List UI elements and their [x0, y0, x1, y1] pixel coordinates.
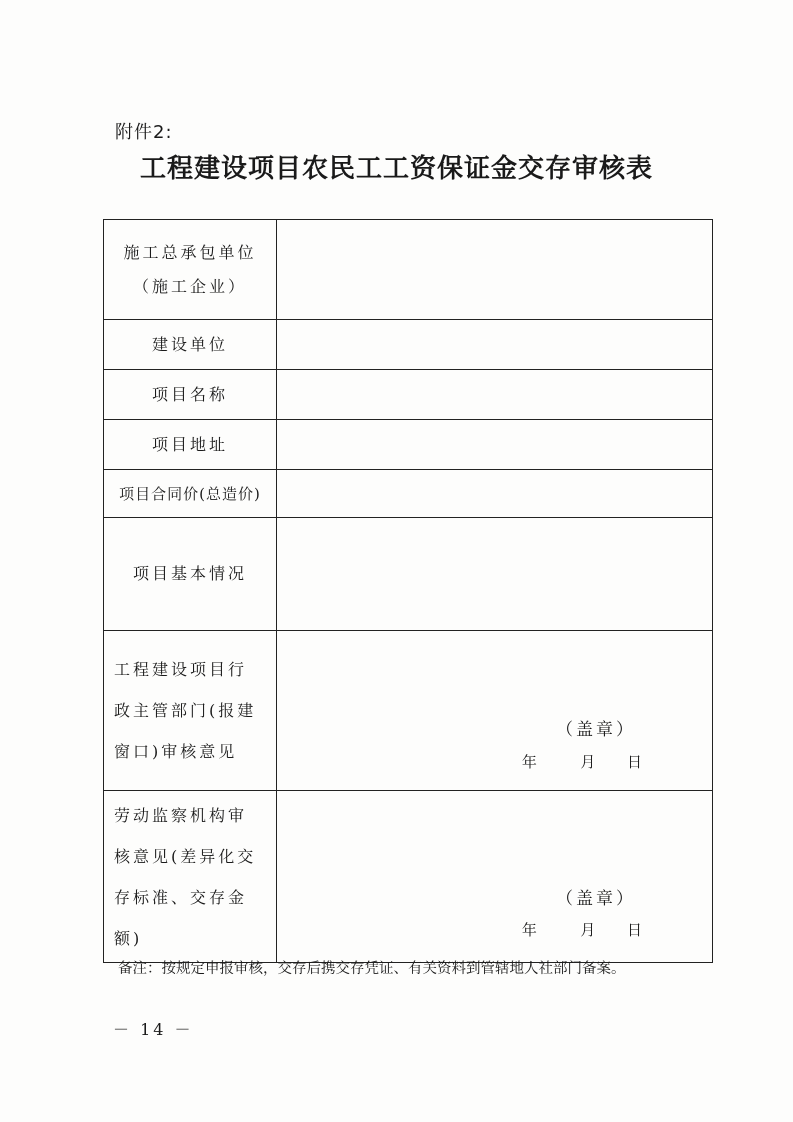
table-row	[104, 518, 713, 631]
admin-review-value[interactable]	[277, 631, 713, 791]
seal-label: （盖章）	[556, 720, 636, 740]
labor-review-label: 劳动监察机构审 核意见(差异化交 存标准、交存金 额)	[104, 791, 277, 963]
construction-unit-label: 建设单位	[104, 320, 277, 370]
project-name-value[interactable]	[277, 370, 713, 420]
review-form-table	[103, 219, 713, 963]
date-month: 月	[580, 921, 596, 939]
labor-review-value[interactable]	[277, 791, 713, 963]
admin-review-label: 工程建设项目行 政主管部门(报建 窗口)审核意见	[104, 631, 277, 791]
date-line	[522, 751, 642, 772]
date-day: 日	[626, 921, 642, 939]
project-name-label: 项目名称	[104, 370, 277, 420]
table-row	[104, 791, 713, 963]
table-row	[104, 631, 713, 791]
table-row	[104, 220, 713, 320]
table-row	[104, 420, 713, 470]
project-overview-label: 项目基本情况	[104, 518, 277, 631]
seal-label: （盖章）	[556, 889, 636, 909]
form-title: 工程建设项目农民工工资保证金交存审核表	[139, 154, 653, 184]
contractor-value[interactable]	[277, 220, 713, 320]
date-line	[522, 919, 642, 940]
project-address-value[interactable]	[277, 420, 713, 470]
page-number: － 14 －	[113, 1020, 194, 1039]
contractor-label: 施工总承包单位 （施工企业）	[104, 220, 277, 320]
date-month: 月	[580, 753, 596, 771]
project-address-label: 项目地址	[104, 420, 277, 470]
table-row	[104, 470, 713, 518]
project-overview-value[interactable]	[277, 518, 713, 631]
date-year: 年	[521, 753, 537, 771]
attachment-label: 附件2:	[115, 122, 173, 143]
table-row	[104, 370, 713, 420]
date-year: 年	[521, 921, 537, 939]
contract-price-value[interactable]	[277, 470, 713, 518]
date-day: 日	[626, 753, 642, 771]
construction-unit-value[interactable]	[277, 320, 713, 370]
remark-note: 备注：按规定申报审核，交存后携交存凭证、有关资料到管辖地人社部门备案。	[118, 961, 626, 977]
table-row	[104, 320, 713, 370]
contract-price-label: 项目合同价(总造价)	[104, 470, 277, 518]
